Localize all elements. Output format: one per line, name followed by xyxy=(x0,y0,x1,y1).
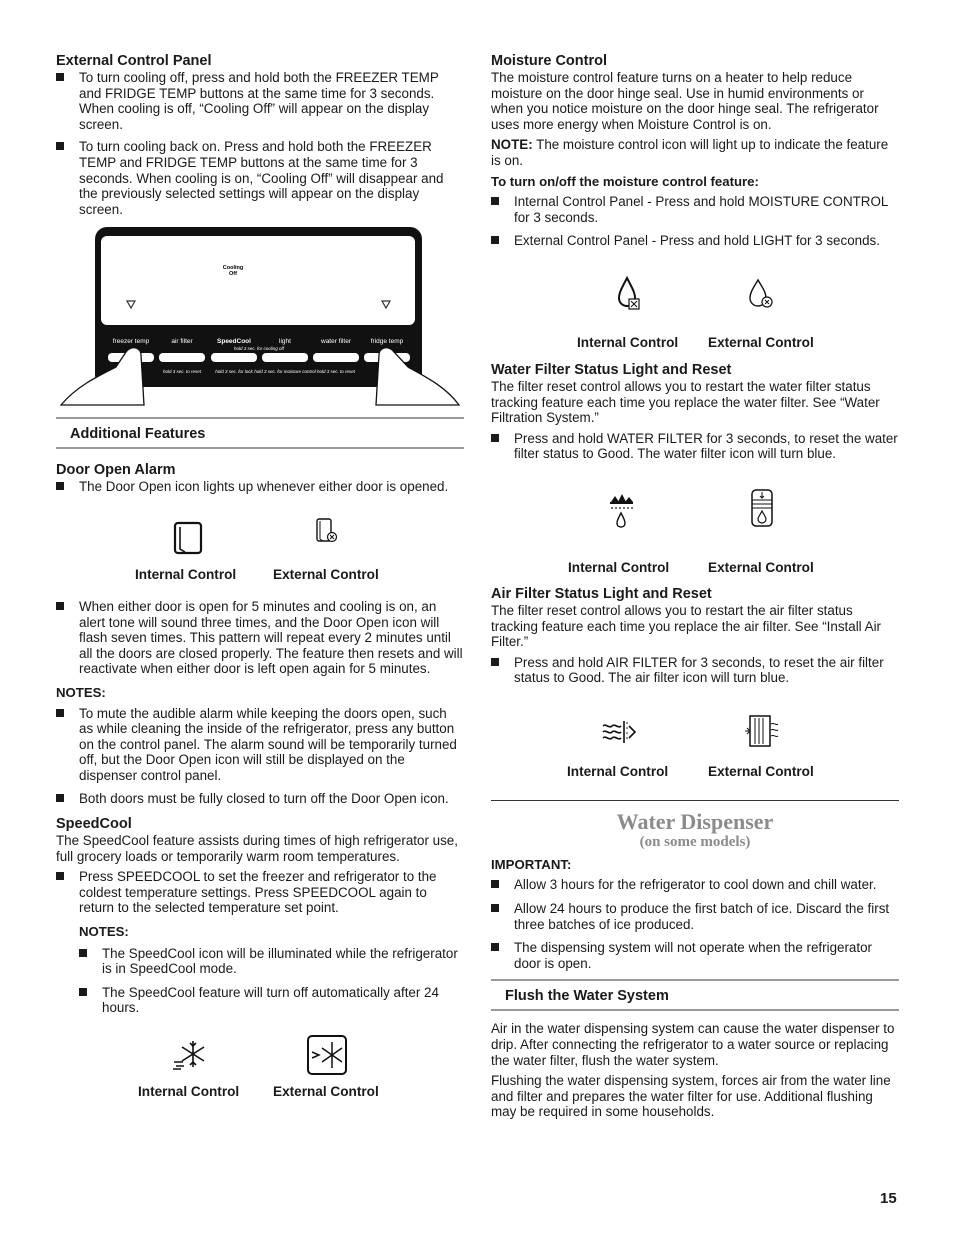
moisture-icons-row xyxy=(491,257,899,361)
hold-label: hold 3 sec. for lock xyxy=(215,369,253,375)
bullet-icon xyxy=(56,73,64,81)
panel-button-label: water filter xyxy=(321,338,351,346)
bullet-icon xyxy=(491,943,499,951)
panel-button-label: light xyxy=(279,338,291,346)
speedcool-notes-list xyxy=(56,946,464,1016)
bullet-icon xyxy=(79,949,87,957)
list-item: Internal Control Panel - Press and hold MOISTURE CONTROL for 3 seconds. xyxy=(491,194,899,225)
water-filter-icons-row xyxy=(491,470,899,585)
caption-external-control: External Control xyxy=(273,1084,379,1099)
hold-label: hold 3 sec. to reset xyxy=(316,369,356,375)
caption-external-control: External Control xyxy=(708,559,814,575)
list-item: To mute the audible alarm while keeping the doors open, such as while cleaning the inside of the refrigerator, press any button on the control panel. The alarm sound will be temporarily turned off, but the Door Open icon will still be displayed on the dispenser control panel. xyxy=(56,706,464,784)
list-item: To turn cooling back on. Press and hold both the FREEZER TEMP and FRIDGE TEMP buttons at the same time for 3 seconds. When cooling is on, “Cooling Off” will disappear and the previously selected settings will appear on the display screen. xyxy=(56,139,464,217)
list-item: Press and hold WATER FILTER for 3 seconds, to reset the water filter status to Good. The water filter icon will turn blue. xyxy=(491,431,899,462)
air-filter-external-icon xyxy=(744,714,780,748)
snowflake-square-icon xyxy=(306,1034,348,1076)
air-filter-list xyxy=(491,655,899,686)
moisture-drop-external-icon xyxy=(747,277,777,311)
panel-button xyxy=(211,353,257,362)
additional-features-bar: Additional Features xyxy=(56,417,464,449)
water-filter-heading: Water Filter Status Light and Reset xyxy=(491,361,732,378)
air-filter-icons-row xyxy=(491,694,899,790)
bullet-icon xyxy=(491,904,499,912)
bullet-icon xyxy=(491,880,499,888)
caption-internal-control: Internal Control xyxy=(577,334,679,350)
door-alarm-list xyxy=(56,479,464,495)
display-text-off: Off xyxy=(229,271,237,278)
list-item: Allow 3 hours for the refrigerator to cool down and chill water. xyxy=(491,877,899,893)
right-column xyxy=(491,52,899,1125)
panel-button-label: SpeedCool xyxy=(217,338,251,346)
bullet-icon xyxy=(491,197,499,205)
flush-paragraph-1: Air in the water dispensing system can cause the water dispenser to drip. After connecting the refrigerator to a water source or replacing the water filter, flush the water system. xyxy=(491,1021,895,1068)
flush-water-system-bar: Flush the Water System xyxy=(491,979,899,1011)
door-open-alarm-heading: Door Open Alarm xyxy=(56,462,176,479)
panel-button-label: air filter xyxy=(171,338,193,346)
air-filter-paragraph: The filter reset control allows you to restart the air filter status tracking feature each time you replace the air filter. See “Install Air Filter.” xyxy=(491,602,882,650)
hold-cooling-label: hold 3 sec. for cooling off xyxy=(233,346,285,352)
bullet-icon xyxy=(56,872,64,880)
door-open-internal-icon xyxy=(173,521,203,555)
flush-paragraph-2: Flushing the water dispensing system, forces air from the water line and filter and prepares the water filter for use. Additional flushing may be required in some households. xyxy=(491,1073,891,1120)
panel-button-label: fridge temp xyxy=(370,338,404,346)
bullet-icon xyxy=(79,988,87,996)
moisture-note: NOTE: The moisture control icon will light up to indicate the feature is on. xyxy=(491,137,889,168)
list-item: Press SPEEDCOOL to set the freezer and refrigerator to the coldest temperature settings. Press SPEEDCOOL again to return to the selected temperature set point. xyxy=(56,869,464,916)
external-panel-list xyxy=(56,70,464,217)
list-item: Allow 24 hours to produce the first batch of ice. Discard the first three batches of ice produced. xyxy=(491,901,899,932)
panel-button xyxy=(159,353,205,362)
left-column xyxy=(56,52,464,1108)
notes-label: NOTES: xyxy=(56,684,106,700)
moisture-drop-internal-icon xyxy=(616,275,642,311)
panel-button xyxy=(313,353,359,362)
external-control-panel-heading: External Control Panel xyxy=(56,53,212,69)
list-item: When either door is open for 5 minutes and cooling is on, an alert tone will sound three times, and the Door Open icon will flash seven times. This pattern will repeat every 2 minutes until all the doors are closed properly. The feature then resets and will reactivate when either door is left open again for 5 minutes. xyxy=(56,599,464,677)
page-number: 15 xyxy=(880,1190,897,1207)
caption-external-control: External Control xyxy=(708,763,814,779)
list-item: Both doors must be fully closed to turn off the Door Open icon. xyxy=(56,791,464,807)
water-dispenser-title: Water Dispenser xyxy=(616,808,774,834)
list-item: To turn cooling off, press and hold both the FREEZER TEMP and FRIDGE TEMP buttons at the same time for 3 seconds. When cooling is off, “Cooling Off” will appear on the display screen. xyxy=(56,70,464,132)
caption-internal-control: Internal Control xyxy=(135,566,237,582)
bullet-icon xyxy=(491,236,499,244)
speedcool-notes-label: NOTES: xyxy=(79,924,129,940)
panel-button xyxy=(262,353,308,362)
water-filter-external-icon xyxy=(749,487,775,529)
bullet-icon xyxy=(56,482,64,490)
list-item: The dispensing system will not operate when the refrigerator door is open. xyxy=(491,940,899,971)
water-filter-list xyxy=(491,431,899,462)
moisture-list xyxy=(491,194,899,249)
speedcool-paragraph: The SpeedCool feature assists during times of high refrigerator use, full grocery loads or temporarily warm room temperatures. xyxy=(56,833,458,864)
caption-external-control: External Control xyxy=(273,566,379,582)
door-icons-row xyxy=(56,503,464,593)
speedcool-icons-row xyxy=(56,1024,464,1108)
list-item: The Door Open icon lights up whenever either door is opened. xyxy=(56,479,464,495)
list-item: The SpeedCool icon will be illuminated while the refrigerator is in SpeedCool mode. xyxy=(79,946,464,977)
hold-label: hold 3 sec. for moisture control xyxy=(254,369,316,375)
panel-button-label: freezer temp xyxy=(112,338,150,346)
important-label: IMPORTANT: xyxy=(491,856,572,872)
caption-internal-control: Internal Control xyxy=(138,1084,240,1099)
hold-label: hold 3 sec. to reset xyxy=(162,369,202,375)
list-item: The SpeedCool feature will turn off automatically after 24 hours. xyxy=(79,985,464,1016)
list-item: External Control Panel - Press and hold LIGHT for 3 seconds. xyxy=(491,233,899,249)
display-text-cooling: Cooling xyxy=(222,265,244,272)
control-panel-illustration xyxy=(56,227,464,417)
air-filter-internal-icon xyxy=(601,718,641,746)
bullet-icon xyxy=(491,658,499,666)
snowflake-speed-icon xyxy=(171,1038,211,1074)
bullet-icon xyxy=(56,794,64,802)
bullet-icon xyxy=(56,709,64,717)
water-dispenser-subtitle: (on some models) xyxy=(639,833,751,850)
caption-internal-control: Internal Control xyxy=(568,559,670,575)
speedcool-heading: SpeedCool xyxy=(56,816,132,833)
bullet-icon xyxy=(56,602,64,610)
bullet-icon xyxy=(491,434,499,442)
bullet-icon xyxy=(56,142,64,150)
door-notes-list xyxy=(56,706,464,808)
air-filter-heading: Air Filter Status Light and Reset xyxy=(491,585,712,602)
water-dispenser-list xyxy=(491,877,899,971)
door-alarm-list-2 xyxy=(56,599,464,677)
moisture-paragraph: The moisture control feature turns on a heater to help reduce moisture on the door hinge seal. Use in humid environments or when you notice moisture on the door hinge seal. The refrigerator uses more energy when Moisture Control is on. xyxy=(491,70,879,132)
caption-internal-control: Internal Control xyxy=(567,763,669,779)
list-item: Press and hold AIR FILTER for 3 seconds, to reset the air filter status to Good. The air filter icon will turn blue. xyxy=(491,655,899,686)
speedcool-list xyxy=(56,869,464,916)
water-filter-paragraph: The filter reset control allows you to restart the water filter status tracking feature each time you replace the water filter. See “Water Filtration System.” xyxy=(491,378,880,426)
caption-external-control: External Control xyxy=(708,334,814,350)
water-filter-internal-icon xyxy=(607,492,635,532)
moisture-control-heading: Moisture Control xyxy=(491,53,607,69)
moisture-howto: To turn on/off the moisture control feature: xyxy=(491,173,759,189)
door-open-external-icon xyxy=(315,517,339,545)
control-panel-svg xyxy=(56,227,464,417)
